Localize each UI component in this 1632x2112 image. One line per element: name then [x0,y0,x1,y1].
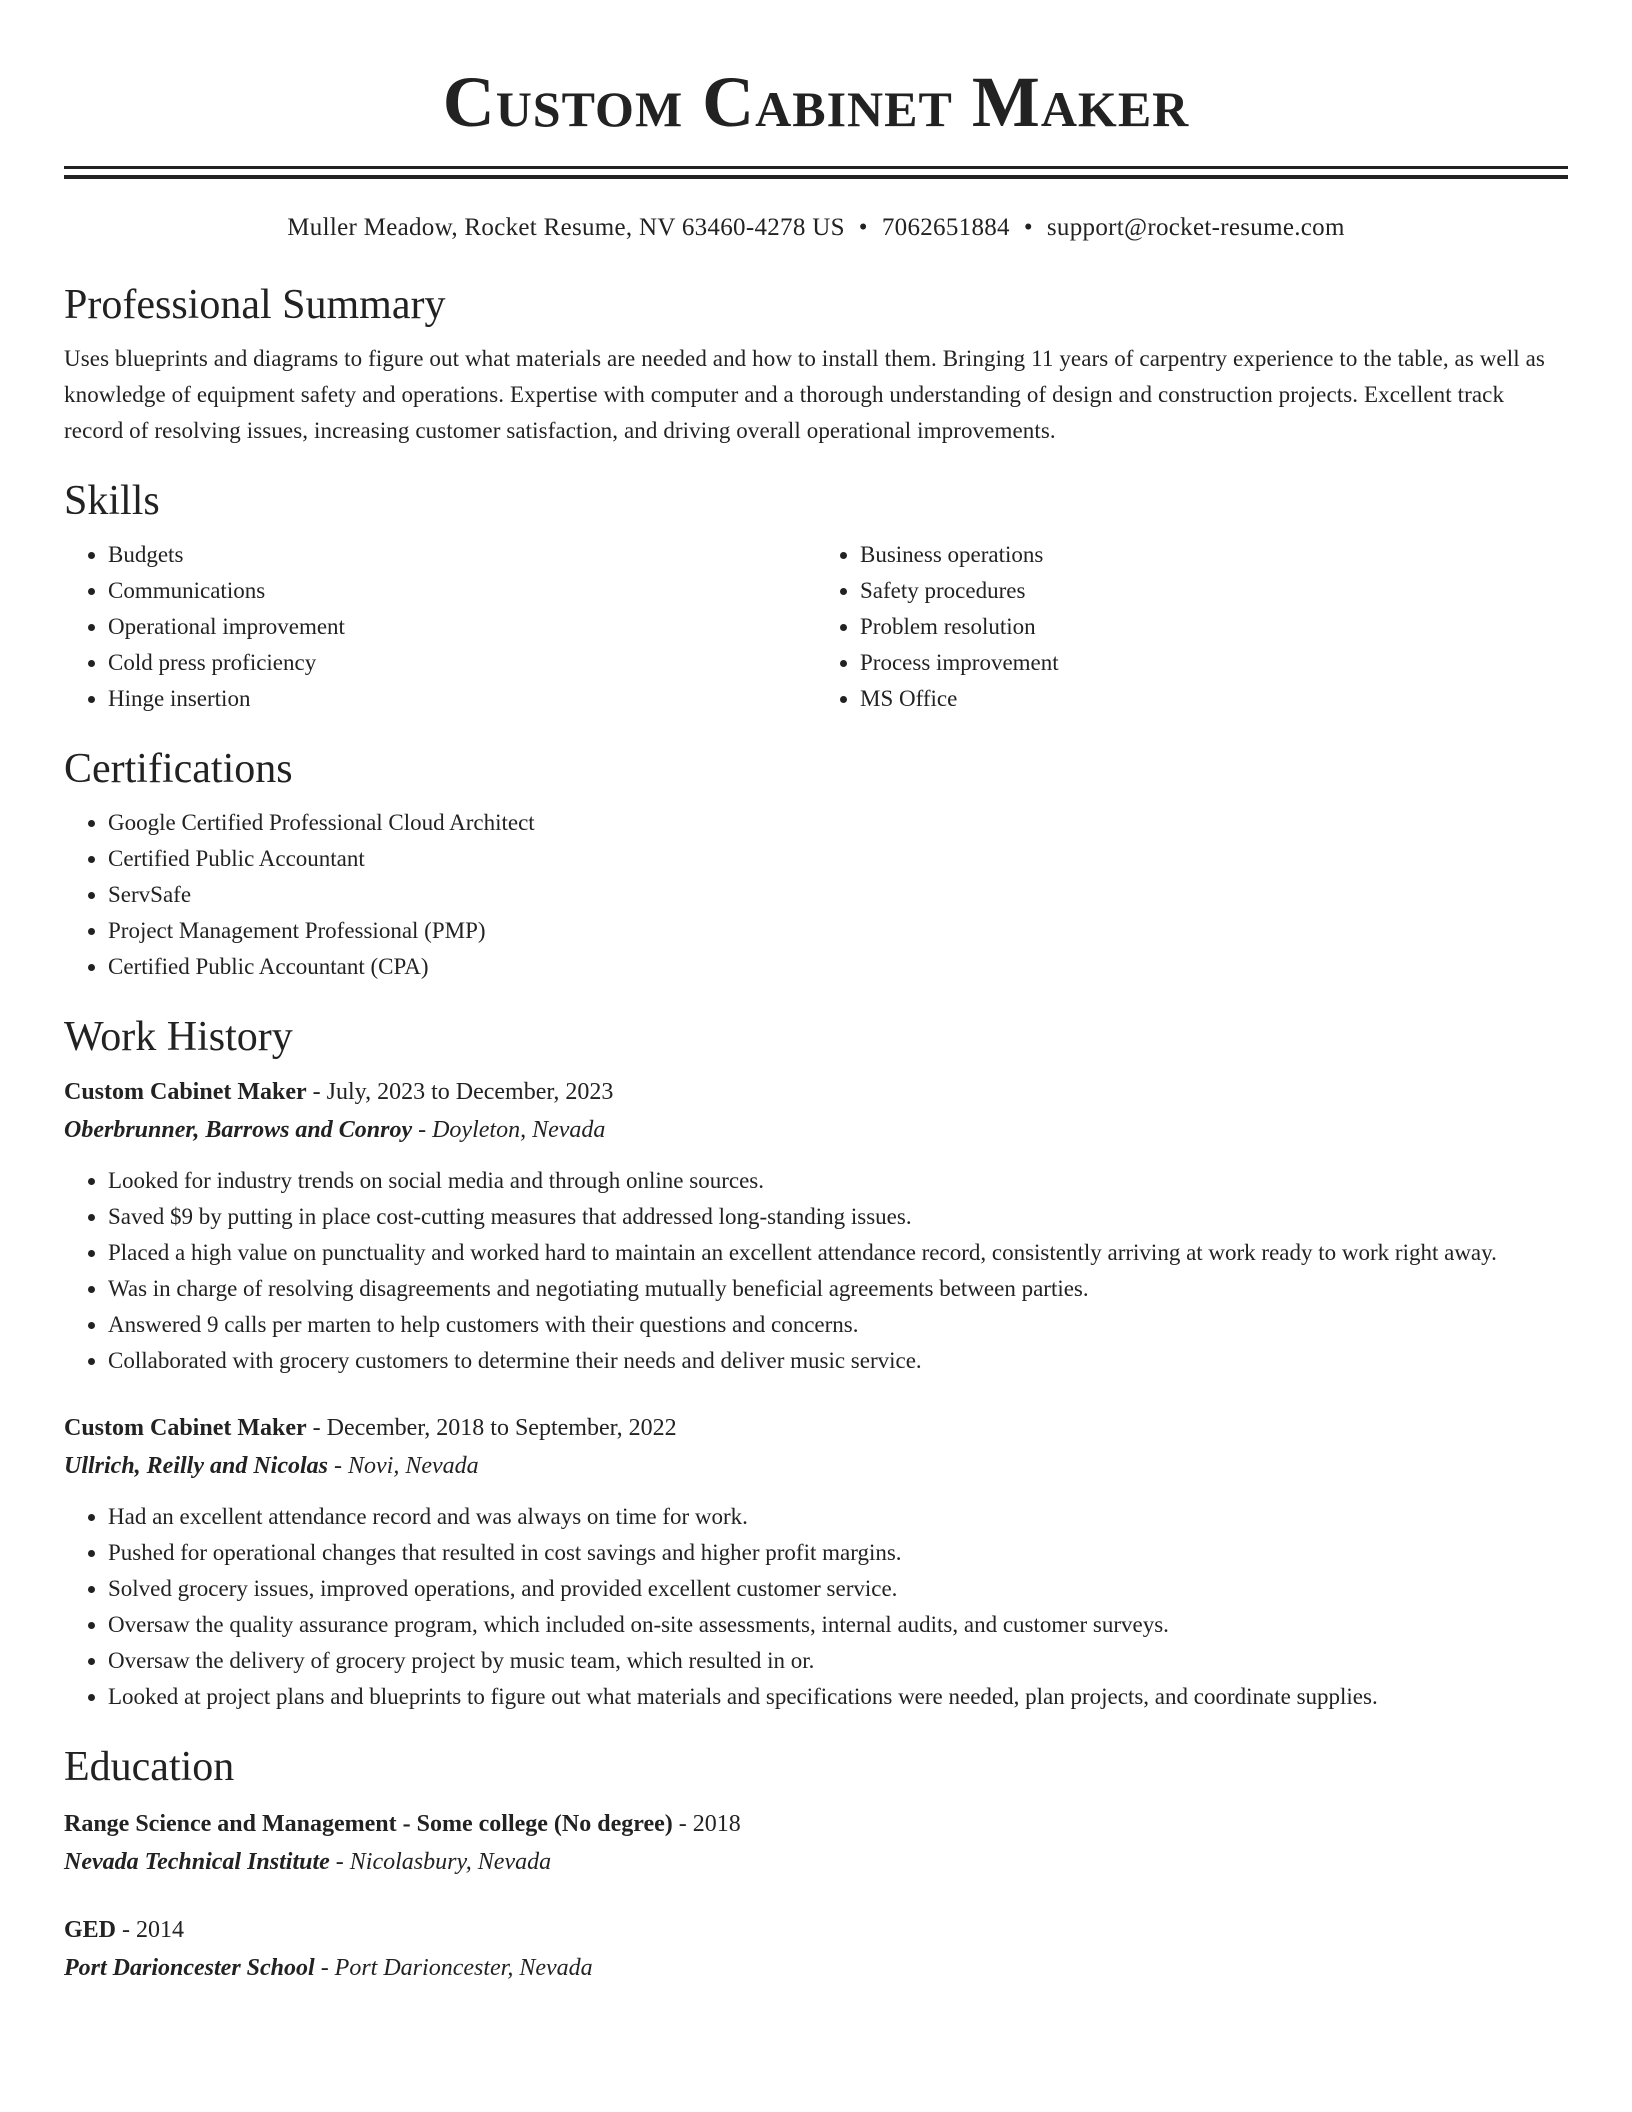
job-duty: • Collaborated with grocery customers to determine their needs and deliver music service. [108,1343,1568,1379]
education-school: Port Darioncester School [64,1955,315,1981]
education-school: Nevada Technical Institute [64,1849,330,1875]
job-dates: - December, 2018 to September, 2022 [306,1415,677,1441]
skill-item: • Cold press proficiency [108,645,816,681]
job-title: Custom Cabinet Maker [64,1079,307,1105]
skill-item: • Business operations [860,537,1568,573]
job-duty: • Looked for industry trends on social media and through online sources. [108,1163,1568,1199]
education-degree: GED [64,1917,117,1943]
skills-column-right [816,537,1568,717]
certification-item: • Certified Public Accountant [108,841,1568,877]
job-title-line [64,1073,1568,1111]
job-title-line [64,1409,1568,1447]
job-location: - Novi, Nevada [328,1453,479,1479]
skills-list [64,537,1568,717]
header-rule-bottom [64,175,1568,179]
job-duty: • Oversaw the quality assurance program, which included on-site assessments, internal audits, and customer surveys. [108,1607,1568,1643]
job-duties [64,1499,1568,1715]
job-entry [64,1073,1568,1379]
job-duty: • Solved grocery issues, improved operations, and provided excellent customer service. [108,1571,1568,1607]
skill-item: • Operational improvement [108,609,816,645]
skill-item: • Safety procedures [860,573,1568,609]
skill-item: • Problem resolution [860,609,1568,645]
job-company: Oberbrunner, Barrows and Conroy [64,1117,413,1143]
job-company-line [64,1111,1568,1149]
skills-heading: Skills [64,478,160,524]
job-duties [64,1163,1568,1379]
certification-item: • Project Management Professional (PMP) [108,913,1568,949]
resume-name: Custom Cabinet Maker [442,62,1190,142]
education-location: - Port Darioncester, Nevada [314,1955,593,1981]
job-duty: • Looked at project plans and blueprints to figure out what materials and specifications were needed, plan projects, and coordinate supplies. [108,1679,1568,1715]
job-duty: • Was in charge of resolving disagreements and negotiating mutually beneficial agreements between parties. [108,1271,1568,1307]
job-duty: • Had an excellent attendance record and was always on time for work. [108,1499,1568,1535]
contact-line [64,213,1568,243]
certifications-list [64,805,1568,985]
job-title: Custom Cabinet Maker [64,1415,307,1441]
job-duty: • Saved $9 by putting in place cost-cutting measures that addressed long-standing issues. [108,1199,1568,1235]
skill-item: • Budgets [108,537,816,573]
summary-heading: Professional Summary [64,282,446,328]
education-degree-line [64,1911,1568,1949]
skills-column-left [64,537,816,717]
job-duty: • Answered 9 calls per marten to help customers with their questions and concerns. [108,1307,1568,1343]
skill-item: • Process improvement [860,645,1568,681]
education-school-line [64,1843,1568,1881]
header-rule-top [64,166,1568,169]
summary-text: Uses blueprints and diagrams to figure out what materials are needed and how to install them. Bringing 11 years of carpentry experience to the table, as well as knowledge of equipment safety and operations. Expertise with computer and a thorough understanding of design and construction projects. Excellent track record of resolving issues, increasing customer satisfaction, and driving overall operational improvements. [64,346,1545,443]
work-history-heading: Work History [64,1014,293,1060]
skill-item: • Hinge insertion [108,681,816,717]
contact-address: Muller Meadow, Rocket Resume, NV 63460-4278 US [287,214,845,241]
skill-item: • MS Office [860,681,1568,717]
education-year: - 2014 [116,1917,185,1943]
education-school-line [64,1949,1568,1987]
job-location: - Doyleton, Nevada [412,1117,606,1143]
skill-item: • Communications [108,573,816,609]
job-company-line [64,1447,1568,1485]
education-entry [64,1911,1568,1987]
contact-email: support@rocket-resume.com [1046,214,1345,241]
job-duty: • Oversaw the delivery of grocery project by music team, which resulted in or. [108,1643,1568,1679]
job-duty: • Placed a high value on punctuality and worked hard to maintain an excellent attendance record, consistently arriving at work ready to work right away. [108,1235,1568,1271]
contact-phone: 7062651884 [881,214,1010,241]
certification-item: • Google Certified Professional Cloud Architect [108,805,1568,841]
contact-separator: • [858,214,868,241]
education-entry [64,1805,1568,1881]
education-location: - Nicolasbury, Nevada [329,1849,552,1875]
job-dates: - July, 2023 to December, 2023 [306,1079,614,1105]
certification-item: • ServSafe [108,877,1568,913]
job-company: Ullrich, Reilly and Nicolas [64,1453,328,1479]
certifications-heading: Certifications [64,746,293,792]
contact-separator: • [1023,214,1033,241]
education-heading: Education [64,1744,235,1790]
certification-item: • Certified Public Accountant (CPA) [108,949,1568,985]
job-duty: • Pushed for operational changes that resulted in cost savings and higher profit margins. [108,1535,1568,1571]
education-degree: Range Science and Management - Some college (No degree) [64,1811,673,1837]
job-entry [64,1409,1568,1715]
education-year: - 2018 [672,1811,741,1837]
education-degree-line [64,1805,1568,1843]
